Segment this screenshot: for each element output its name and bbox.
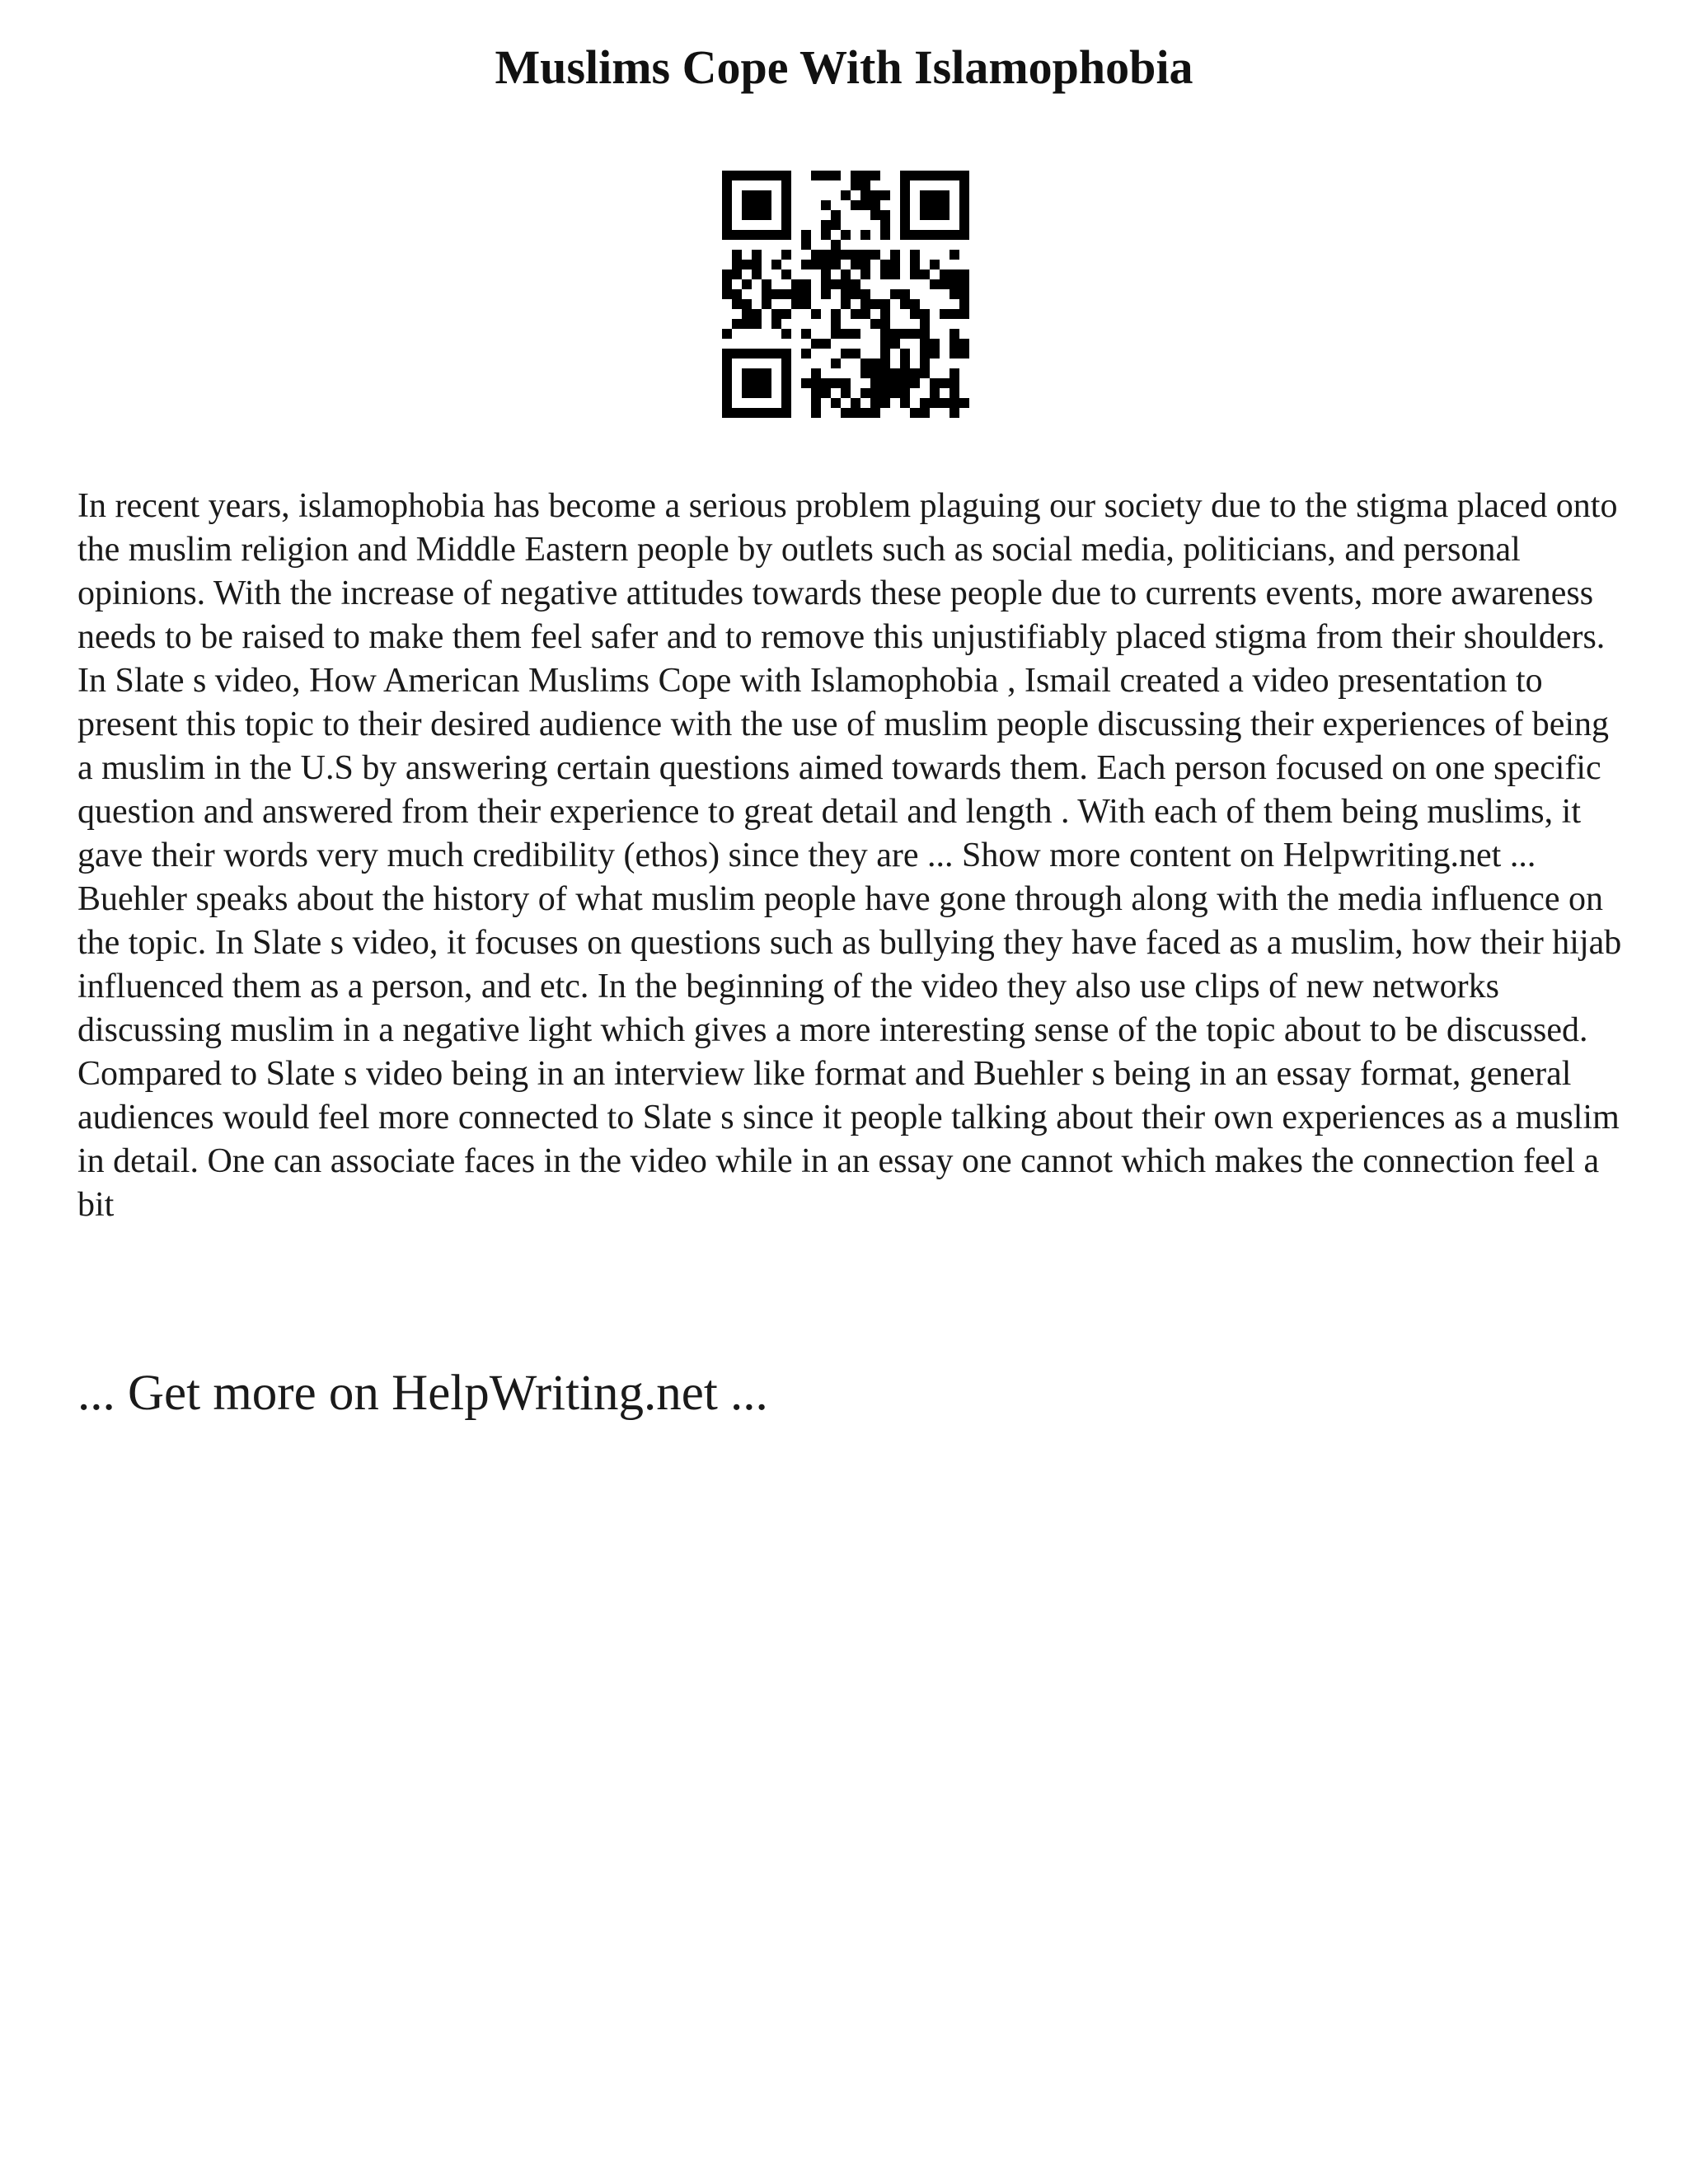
paragraph-2: In Slate s video, How American Muslims Cope with Islamophobia , Ismail created a video presentation to present this topic to their desired audience with the use of muslim people discussing their experiences of being a muslim in the U.S by answering certain questions aimed towards them. Each person focused on one specific question and answered from their experience to great detail and length . With each of them being muslims, it gave their words very much credibility (ethos) since they are ... Show more content on Helpwriting.net ... bbox=[77, 662, 1610, 874]
get-more-link[interactable]: ... Get more on HelpWriting.net ... bbox=[77, 1366, 768, 1421]
document-title: Muslims Cope With Islamophobia bbox=[495, 40, 1193, 94]
paragraph-3: Buehler speaks about the history of what muslim people have gone through along with the media influence on the topic. In Slate s video, it focuses on questions such as bullying they have faced as a muslim, how their hijab influenced them as a person, and etc. In the beginning of the video they also use clips of new networks discussing muslim in a negative light which gives a more interesting sense of the topic about to be discussed. Compared to Slate s video being in an interview like format and Buehler s being in an essay format, general audiences would feel more connected to Slate s since it people talking about their own experiences as a muslim in detail. One can associate faces in the video while in an essay one cannot which makes the connection feel a bit bbox=[77, 880, 1622, 1224]
qr-code-icon[interactable] bbox=[722, 171, 969, 418]
article-body bbox=[77, 485, 1627, 1227]
paragraph-1: In recent years, islamophobia has become a serious problem plaguing our society due to the stigma placed onto the muslim religion and Middle Eastern people by outlets such as social media, politicians, and personal opinions. With the increase of negative attitudes towards these people due to currents events, more awareness needs to be raised to make them feel safer and to remove this unjustifiably placed stigma from their shoulders. bbox=[77, 487, 1618, 656]
